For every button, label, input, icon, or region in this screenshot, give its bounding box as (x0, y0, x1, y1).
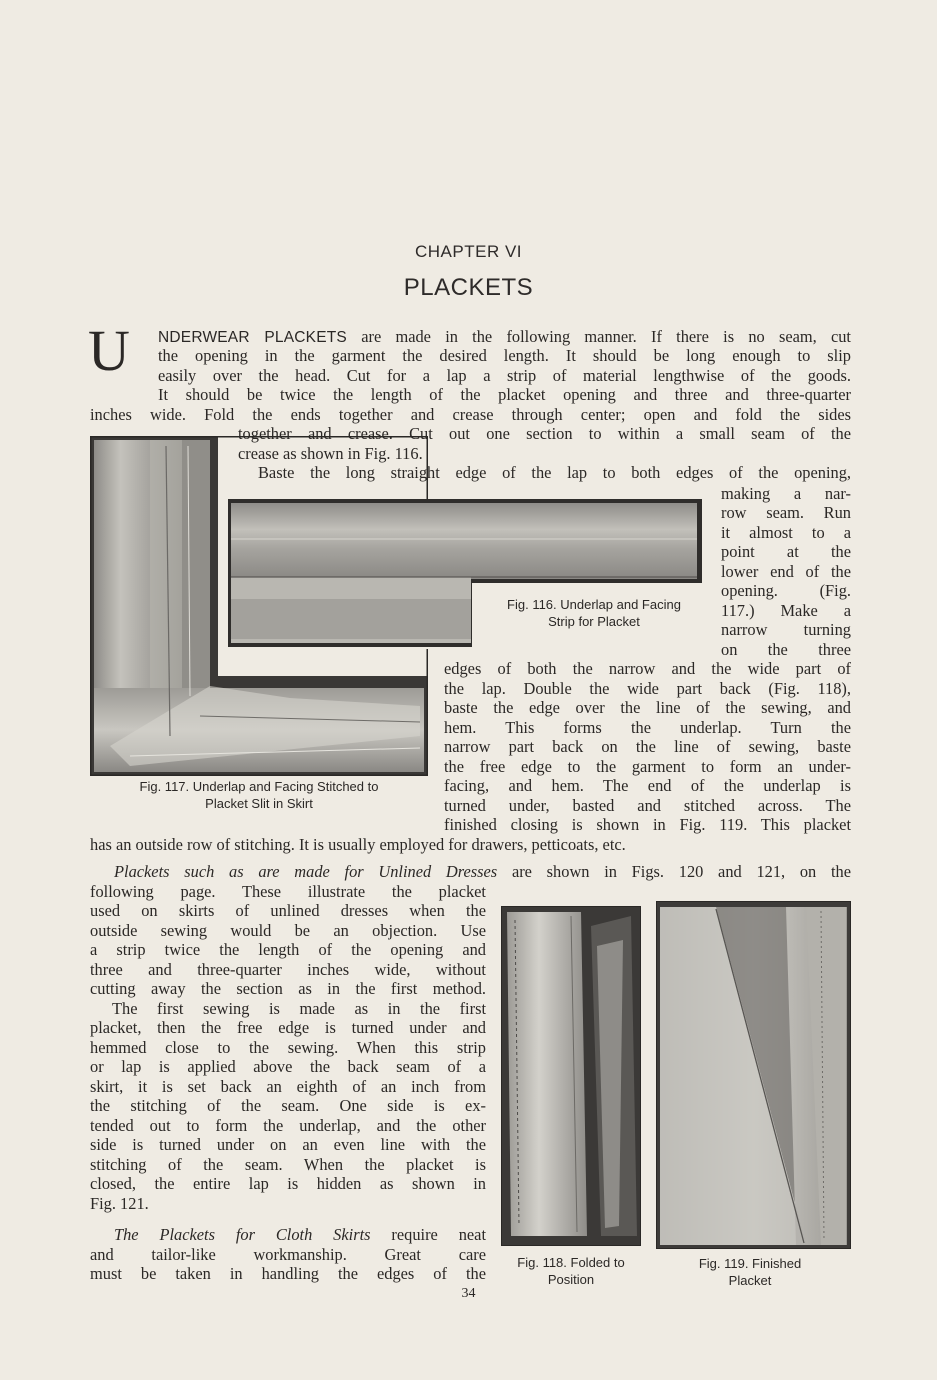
text-line: the lap. Double the wide part back (Fig. 118), (444, 679, 851, 698)
text-line: narrow turning (721, 620, 851, 639)
figure-116-caption (474, 596, 714, 630)
text-line: or lap is applied above the back seam of a (90, 1057, 486, 1076)
page-title: PLACKETS (403, 274, 534, 301)
text-line: together and crease. Cut out one section to within a small seam of the (238, 424, 851, 443)
text-line: point at the (721, 542, 851, 561)
italic-heading: Plackets such as are made for Unlined Dresses (114, 862, 498, 881)
figure-119-image (656, 901, 851, 1249)
caption-line: Strip for Placket (548, 614, 640, 629)
text-line: inches wide. Fold the ends together and crease through center; open and fold the sides (90, 405, 851, 424)
text-line: stitching of the seam. When the placket is (90, 1155, 486, 1174)
figure-118-caption (494, 1254, 648, 1288)
text-line: Baste the long straight edge of the lap to both edges of the opening, (258, 463, 851, 482)
text-line: crease as shown in Fig. 116. (238, 444, 423, 463)
text-line: cutting away the section as in the first method. (90, 979, 486, 998)
text-line: narrow part back on the line of sewing, baste (444, 737, 851, 756)
caption-line: Fig. 118. Folded to (517, 1255, 625, 1270)
text-line: 117.) Make a (721, 601, 851, 620)
text-line: easily over the head. Cut for a lap a strip of material lengthwise of the goods. (158, 366, 851, 385)
text-span: require neat (391, 1225, 486, 1244)
caption-line: Placket Slit in Skirt (205, 796, 313, 811)
text-line: The first sewing is made as in the first (112, 999, 486, 1018)
caption-line: Fig. 117. Underlap and Facing Stitched to (139, 779, 379, 794)
text-line: outside sewing would be an objection. Use (90, 921, 486, 940)
text-line: It should be twice the length of the placket opening and three and three-quarter (158, 385, 851, 404)
drop-cap: U (88, 318, 130, 383)
chapter-label: CHAPTER VI (414, 242, 523, 261)
text-line: on the three (721, 640, 851, 659)
text-line: a strip twice the length of the opening and (90, 940, 486, 959)
text-line: following page. These illustrate the placket (90, 882, 486, 901)
italic-heading: The Plackets for Cloth Skirts (114, 1225, 371, 1244)
text-line: has an outside row of stitching. It is usually employed for drawers, petticoats, etc. (90, 835, 626, 854)
figure-119-caption (672, 1255, 828, 1289)
text-line: hemmed close to the sewing. When this strip (90, 1038, 486, 1057)
figure-117-caption (92, 778, 426, 812)
figure-118-image (501, 906, 641, 1246)
text-line (158, 327, 851, 348)
page-number: 34 (461, 1286, 476, 1301)
text-line: closed, the entire lap is hidden as shown in (90, 1174, 486, 1193)
figure-119-photo (656, 901, 851, 1249)
text-line: the opening in the garment the desired length. It should be long enough to slip (158, 346, 851, 365)
text-line: row seam. Run (721, 503, 851, 522)
caption-line: Fig. 116. Underlap and Facing (507, 597, 681, 612)
text-line: making a nar- (721, 484, 851, 503)
text-line: side is turned under on an even line with the (90, 1135, 486, 1154)
text-line: the free edge to the garment to form an under- (444, 757, 851, 776)
text-line: skirt, it is set back an eighth of an inch from (90, 1077, 486, 1096)
text-line: tended out to form the underlap, and the other (90, 1116, 486, 1135)
caption-line: Fig. 119. Finished (698, 1256, 802, 1271)
text-line: it almost to a (721, 523, 851, 542)
text-line: baste the edge over the line of the sewing, and (444, 698, 851, 717)
figure-118-photo (501, 906, 641, 1246)
text-span: are made in the following manner. If there is no seam, cut (361, 327, 851, 346)
text-line: lower end of the (721, 562, 851, 581)
text-line (114, 1225, 486, 1245)
text-line: used on skirts of unlined dresses when the (90, 901, 486, 920)
text-span: are shown in Figs. 120 and 121, on the (511, 862, 851, 881)
text-line: hem. This forms the underlap. Turn the (444, 718, 851, 737)
text-line: must be taken in handling the edges of the (90, 1264, 486, 1283)
lead-smallcaps: NDERWEAR PLACKETS (158, 329, 347, 346)
text-line: placket, then the free edge is turned under and (90, 1018, 486, 1037)
text-line (114, 862, 851, 882)
caption-line: Position (547, 1272, 595, 1287)
caption-line: Placket (728, 1273, 772, 1288)
text-line: edges of both the narrow and the wide part of (444, 659, 851, 678)
text-line: facing, and hem. The end of the underlap is (444, 776, 851, 795)
text-line: three and three-quarter inches wide, without (90, 960, 486, 979)
text-line: and tailor-like workmanship. Great care (90, 1245, 486, 1264)
text-line: turned under, basted and stitched across. The (444, 796, 851, 815)
text-line: Fig. 121. (90, 1194, 149, 1213)
text-line: the stitching of the seam. One side is ex- (90, 1096, 486, 1115)
text-line: opening. (Fig. (721, 581, 851, 600)
text-line: finished closing is shown in Fig. 119. This placket (444, 815, 851, 834)
